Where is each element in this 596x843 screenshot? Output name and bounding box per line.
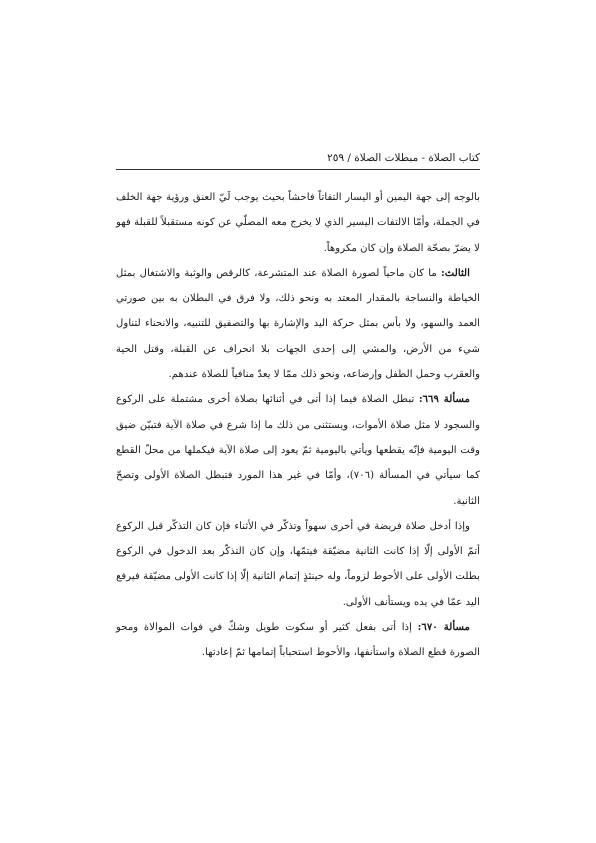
paragraph-lead: الثالث: (441, 266, 470, 279)
running-header (116, 151, 480, 170)
running-title: كتاب الصلاة - مبطلات الصلاة / ٢٥٩ (327, 152, 480, 164)
paragraph-obligatory-prayer (116, 514, 480, 615)
paragraph-lead: مسألة ٦٧٠: (417, 621, 470, 634)
paragraph-continuation (116, 185, 480, 261)
paragraph-text: بالوجه إلى جهة اليمين أو اليسار التفاتاً فاحشاً بحيث يوجب لَيّ العنق ورؤية جهة الخلف في الجملة، وأمّا الالتفات اليسير الذي لا يخرج معه المصلّي عن كونه مستقبلاً للقبلة فهو لا يضرّ بصحّة الصلاة وإن كان مكروهاً. (116, 192, 480, 254)
paragraph-text: وإذا أدخل صلاة فريضة في أخرى سهواً وتذكّر في الأثناء فإن كان التذكّر قبل الركوع أتمّ الأولى إلّا إذا كانت الثانية مضيّقة فيتمّها، وإن كان التذكّر بعد الدخول في الركوع بطلت الأولى على الأحوط لزوماً، وله حينئذٍ إتمام الثانية إلّا إذا كانت الأولى مضيّقة فيرفع اليد عمّا في يده ويستأنف الأولى. (116, 520, 480, 608)
paragraph-issue-669 (116, 387, 480, 513)
paragraph-lead: مسألة ٦٦٩: (418, 393, 470, 406)
paragraph-text: تبطل الصلاة فيما إذا أتى في أثنائها بصلاة أخرى مشتملة على الركوع والسجود لا مثل صلاة الأموات، ويستثنى من ذلك ما إذا شرع في صلاة الآية فتبيّن ضيق وقت اليومية فإنّه يقطعها ويأتي باليومية ثمّ يعود إلى صلاة الآية فيكملها من محلّ القطع كما سيأتي في المسألة (٧٠٦)، وأمّا في غير هذا المورد فتبطل الصلاة الأولى وتصحّ الثانية. (116, 394, 480, 507)
book-page (116, 151, 480, 666)
paragraph-text: ما كان ماحياً لصورة الصلاة عند المتشرعة، كالرقص والوثبة والاشتغال بمثل الخياطة والنساجة بالمقدار المعتد به ونحو ذلك، ولا فرق في البطلان به بين صورتي العمد والسهو، ولا بأس بمثل حركة اليد والإشارة بها والتصفيق للتنبيه، والانحناء لتناول شيء من الأرض، والمشي إلى إحدى الجهات بلا انحراف عن القبلة، وقتل الحية والعقرب وحمل الطفل وإرضاعه، ونحو ذلك ممّا لا يعدّ منافياً للصلاة عندهم. (116, 267, 480, 381)
paragraph-third-invalidator (116, 261, 480, 387)
paragraph-text: إذا أتى بفعل كثير أو سكوت طويل وشكّ في فوات الموالاة ومحو الصورة قطع الصلاة واستأنفها، والأحوط استحباباً إتمامها ثمّ إعادتها. (116, 622, 480, 659)
paragraph-issue-670 (116, 615, 480, 666)
